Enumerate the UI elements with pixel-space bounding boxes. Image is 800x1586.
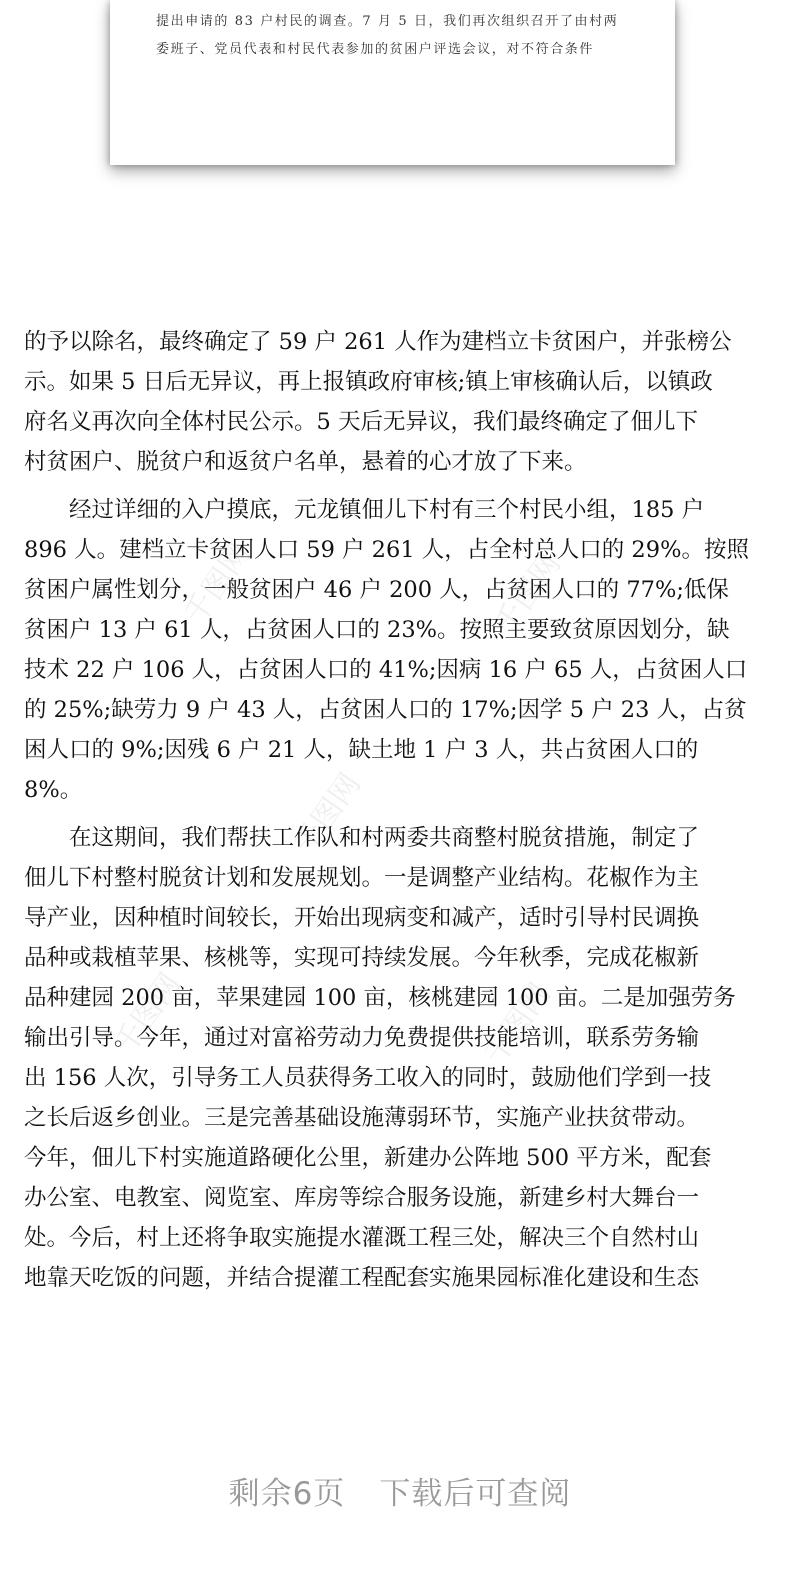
text-line: 技术 22 户 106 人，占贫困人口的 41%;因病 16 户 65 人，占贫困人口 bbox=[24, 657, 748, 683]
download-to-view-label[interactable]: 下载后可查阅 bbox=[379, 1476, 572, 1512]
text-line: 导产业，因种植时间较长，开始出现病变和减产，适时引导村民调换 bbox=[24, 905, 700, 931]
text-line: 在这期间，我们帮扶工作队和村两委共商整村脱贫措施，制定了 bbox=[24, 825, 700, 851]
text-line: 贫困户属性划分，一般贫困户 46 户 200 人，占贫困人口的 77%;低保 bbox=[24, 577, 729, 603]
text-line: 经过详细的入户摸底，元龙镇佃儿下村有三个村民小组，185 户 bbox=[24, 497, 705, 523]
text-line: 贫困户 13 户 61 人，占贫困人口的 23%。按照主要致贫原因划分，缺 bbox=[24, 617, 730, 643]
remaining-pages-label: 剩余6页 bbox=[228, 1476, 346, 1512]
preview-card bbox=[110, 0, 675, 165]
text-line: 输出引导。今年，通过对富裕劳动力免费提供技能培训，联系劳务输 bbox=[24, 1025, 700, 1051]
text-line: 今年，佃儿下村实施道路硬化公里，新建办公阵地 500 平方米，配套 bbox=[24, 1145, 712, 1171]
text-line: 办公室、电教室、阅览室、库房等综合服务设施，新建乡村大舞台一 bbox=[24, 1185, 700, 1211]
preview-line: 提出申请的 83 户村民的调查。7 月 5 日，我们再次组织召开了由村两 bbox=[156, 14, 619, 29]
text-line: 处。今后，村上还将争取实施提水灌溉工程三处，解决三个自然村山 bbox=[24, 1225, 700, 1251]
text-line: 的予以除名，最终确定了 59 户 261 人作为建档立卡贫困户，并张榜公 bbox=[24, 329, 732, 355]
text-line: 佃儿下村整村脱贫计划和发展规划。一是调整产业结构。花椒作为主 bbox=[24, 865, 700, 891]
text-line: 896 人。建档立卡贫困人口 59 户 261 人，占全村总人口的 29%。按照 bbox=[24, 537, 749, 563]
document-body bbox=[24, 322, 774, 1298]
preview-line: 委班子、党员代表和村民代表参加的贫困户评选会议，对不符合条件 bbox=[156, 42, 595, 57]
text-line: 村贫困户、脱贫户和返贫户名单，悬着的心才放了下来。 bbox=[24, 449, 587, 475]
text-line: 的 25%;缺劳力 9 户 43 人，占贫困人口的 17%;因学 5 户 23 人，占贫 bbox=[24, 697, 747, 723]
watermark: 千图网 bbox=[477, 977, 559, 1071]
text-line: 品种或栽植苹果、核桃等，实现可持续发展。今年秋季，完成花椒新 bbox=[24, 945, 700, 971]
text-line: 示。如果 5 日后无异议，再上报镇政府审核;镇上审核确认后，以镇政 bbox=[24, 369, 713, 395]
watermark: 千图网 bbox=[487, 547, 569, 641]
text-line: 出 156 人次，引导务工人员获得务工收入的同时，鼓励他们学到一技 bbox=[24, 1065, 712, 1091]
text-line: 8%。 bbox=[24, 777, 83, 803]
text-line: 府名义再次向全体村民公示。5 天后无异议，我们最终确定了佃儿下 bbox=[24, 409, 698, 435]
watermark: 千图网 bbox=[177, 537, 259, 631]
text-line: 品种建园 200 亩，苹果建园 100 亩，核桃建园 100 亩。二是加强劳务 bbox=[24, 985, 736, 1011]
text-line: 之长后返乡创业。三是完善基础设施薄弱环节，实施产业扶贫带动。 bbox=[24, 1105, 700, 1131]
text-line: 地靠天吃饭的问题，并结合提灌工程配套实施果园标准化建设和生态 bbox=[24, 1265, 700, 1291]
watermark: 千图网 bbox=[107, 967, 189, 1061]
text-line: 困人口的 9%;因残 6 户 21 人，缺土地 1 户 3 人，共占贫困人口的 bbox=[24, 737, 699, 763]
watermark: 千图网 bbox=[287, 767, 369, 861]
download-prompt[interactable] bbox=[0, 1468, 800, 1513]
